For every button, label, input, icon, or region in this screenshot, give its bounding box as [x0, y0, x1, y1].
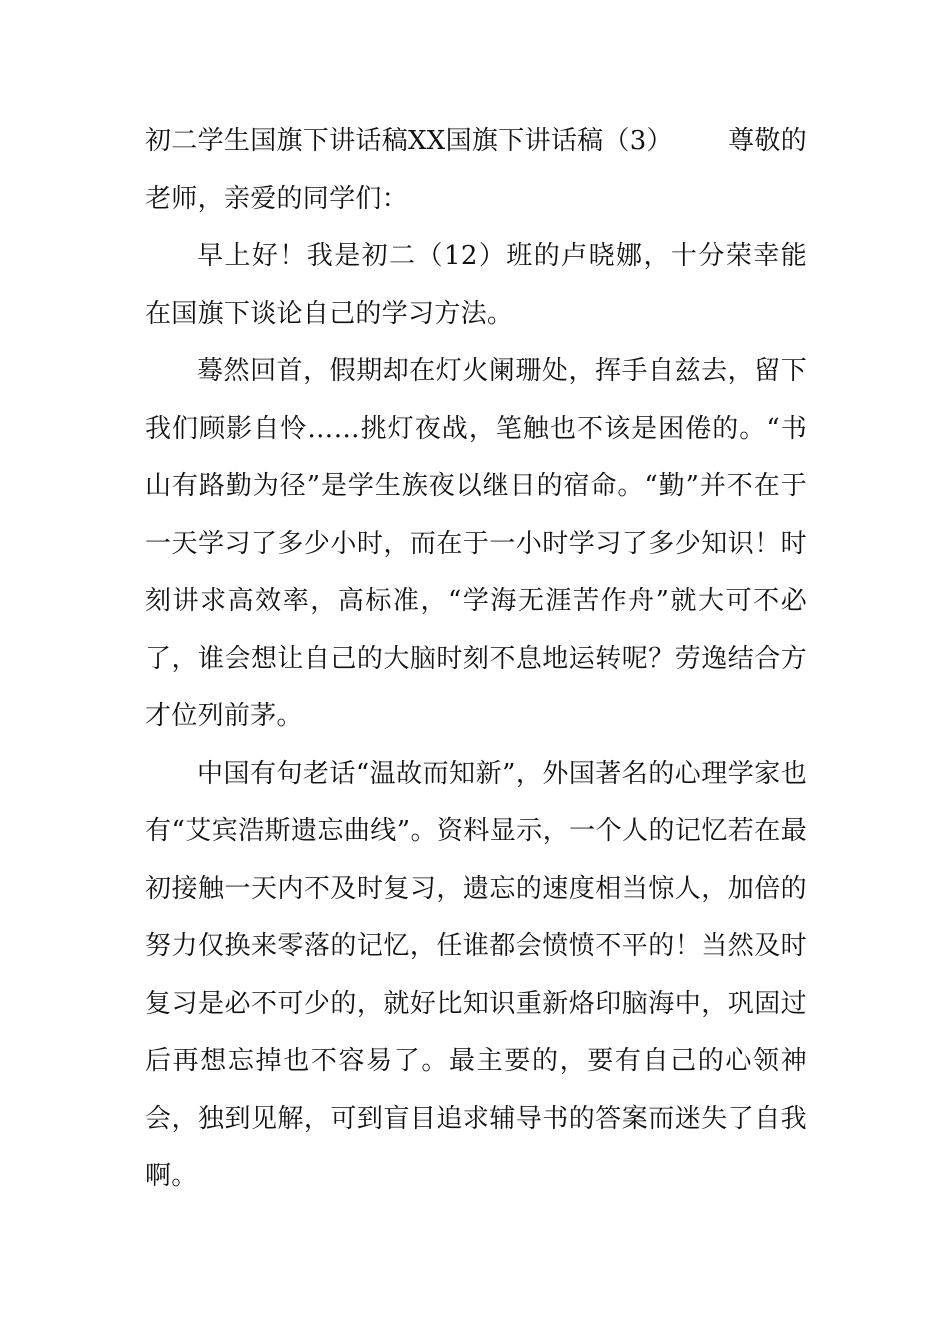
paragraph-review: 中国有句老话“温故而知新”，外国著名的心理学家也有“艾宾浩斯遗忘曲线”。资料显示，一个人的记忆若在最初接触一天内不及时复习，遗忘的速度相当惊人，加倍的努力仅换来零落的记忆，任谁都会愤愤不平的！当然及时复习是必不可少的，就好比知识重新烙印脑海中，巩固过后再想忘掉也不容易了。最主要的，要有自己的心领神会，独到见解，可到盲目追求辅导书的答案而迷失了自我啊。	[145, 758, 807, 1191]
title-paragraph	[145, 113, 807, 228]
greeting-rest: 老师，亲爱的同学们：	[145, 183, 409, 214]
greeting-start: 尊敬的	[728, 126, 807, 156]
document-body	[145, 113, 807, 1206]
paragraph-diligence: 蓦然回首，假期却在灯火阑珊处，挥手自兹去，留下我们顾影自怜……挑灯夜战，笔触也不该是困倦的。“书山有路勤为径”是学生族夜以继日的宿命。“勤”并不在于一天学习了多少小时，而在于一小时学习了多少知识！时刻讲求高效率，高标准，“学海无涯苦作舟”就大可不必了，谁会想让自己的大脑时刻不息地运转呢？劳逸结合方才位列前茅。	[145, 356, 807, 731]
document-title: 初二学生国旗下讲话稿XX国旗下讲话稿（3）	[145, 126, 673, 156]
title-line	[145, 113, 807, 171]
paragraph-intro: 早上好！我是初二（12）班的卢晓娜，十分荣幸能在国旗下谈论自己的学习方法。	[145, 241, 807, 329]
